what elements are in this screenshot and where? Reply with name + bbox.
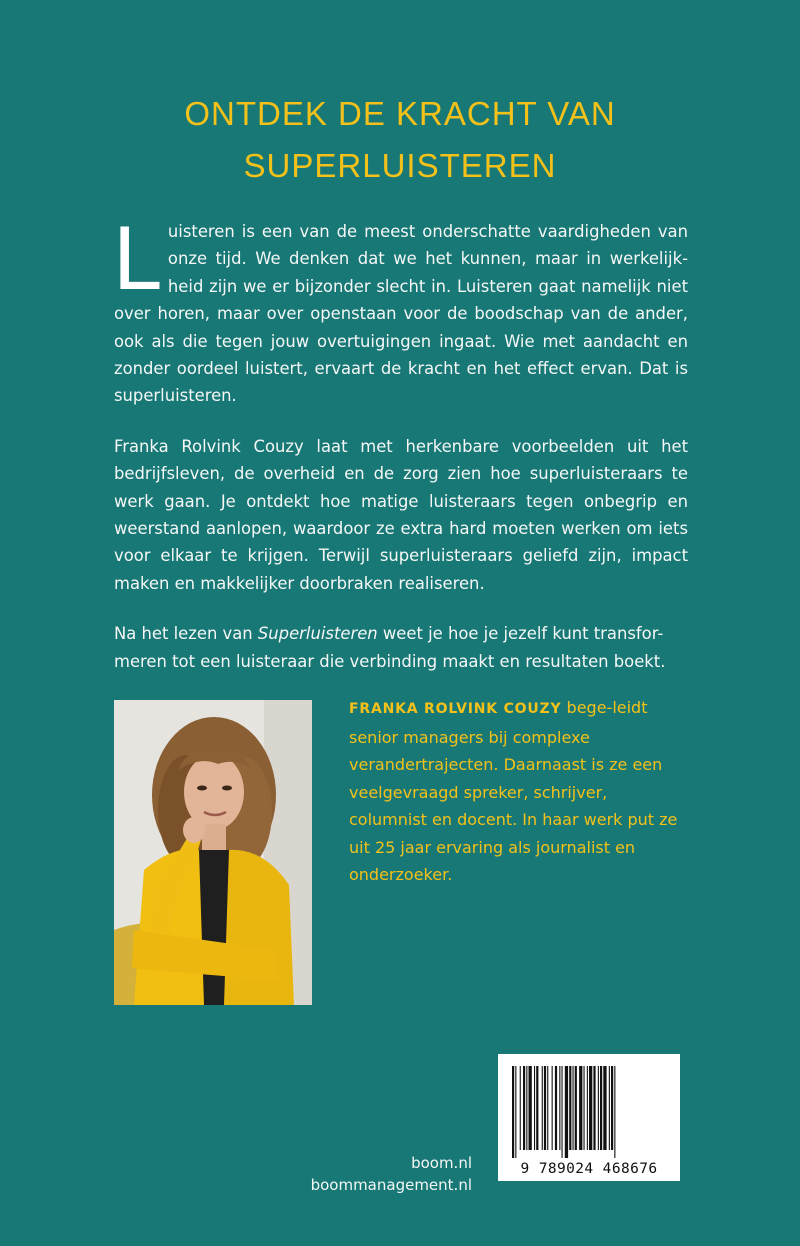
third-paragraph-start: Na het lezen van (114, 624, 258, 644)
headline-line-1: ONTDEK DE KRACHT VAN (184, 95, 616, 132)
author-bio-text: bege-leidt senior managers bij complexe verandertrajecten. Daarnaast is ze een veelgevraagd spreker, schrijver, columnist en docent. In haar werk put ze uit 25 jaar ervaring als journalist en onderzoeker. (349, 698, 678, 884)
intro-text: uisteren is een van de meest onderschatte vaardigheden van onze tijd. We denken dat we het kunnen, maar in werkelijk-heid zijn we er bijzonder slecht in. Luisteren gaat namelijk niet over horen, maar over openstaan voor de boodschap van de ander, ook als die tegen jouw overtuigingen ingaat. Wie met aandacht en zonder oordeel luistert, ervaart de kracht en het effect ervan. Dat is superluisteren. (114, 222, 688, 406)
barcode-bar (544, 1066, 546, 1150)
barcode-bar (573, 1066, 574, 1150)
barcode-bar (559, 1066, 560, 1150)
barcode-bar (569, 1066, 571, 1150)
barcode-bar (542, 1066, 543, 1150)
barcode-bar (526, 1066, 527, 1150)
barcode-bar (603, 1066, 606, 1150)
intro-paragraph (112, 210, 688, 410)
barcode-bar (593, 1066, 595, 1150)
barcode-bar (587, 1066, 588, 1150)
barcode-bar (589, 1066, 592, 1150)
barcode-bar (575, 1066, 577, 1150)
headline-line-2: SUPERLUISTEREN (243, 147, 557, 184)
barcode-bar (609, 1066, 610, 1150)
book-title-italic: Superluisteren (257, 624, 378, 644)
isbn-barcode (498, 1054, 680, 1181)
author-photo (114, 700, 312, 1005)
author-name: FRANKA ROLVINK COUZY (349, 701, 562, 717)
website-boom: boom.nl (411, 1154, 472, 1172)
barcode-bar (600, 1066, 602, 1150)
cover-headline (0, 88, 800, 192)
barcode-bar (515, 1066, 516, 1158)
barcode-bar (529, 1066, 532, 1150)
barcode-bar (536, 1066, 538, 1150)
barcode-bar (565, 1066, 568, 1158)
publisher-websites (311, 1152, 472, 1196)
author-portrait-illustration (114, 700, 312, 1005)
isbn-digits: 9 789024 468676 (520, 1161, 658, 1177)
barcode-bar (534, 1066, 535, 1150)
barcode-bar (520, 1066, 521, 1150)
third-paragraph (114, 620, 688, 675)
second-paragraph: Franka Rolvink Couzy laat met herkenbare voorbeelden uit het bedrijfsleven, de overheid en de zorg zien hoe superluisteraars te werk gaan. Je ontdekt hoe matige luisteraars tegen onbegrip en weerstand aanlopen, waardoor ze extra hard moeten werken om iets voor elkaar te krijgen. Terwijl superluisteraars geliefd zijn, impact maken en makkelijker doorbraken realiseren. (114, 436, 688, 593)
blurb (112, 210, 688, 698)
barcode-bar (523, 1066, 525, 1150)
author-bio (349, 694, 689, 889)
barcode-bar (512, 1066, 514, 1158)
barcode-bar (598, 1066, 599, 1150)
barcode-bar (584, 1066, 585, 1150)
website-boommanagement: boommanagement.nl (310, 1176, 472, 1194)
barcode-bar (547, 1066, 548, 1150)
barcode-bar (552, 1066, 553, 1150)
barcode-bar (614, 1066, 615, 1158)
drop-cap: L (112, 210, 160, 310)
barcode-bar (562, 1066, 563, 1158)
third-paragraph-end: weet je hoe je jezelf kunt transfor-meren tot een luisteraar die verbinding maakt en resultaten boekt. (114, 624, 666, 671)
barcode-bar (555, 1066, 557, 1150)
barcode-bar (611, 1066, 613, 1150)
barcode-bar (579, 1066, 582, 1150)
